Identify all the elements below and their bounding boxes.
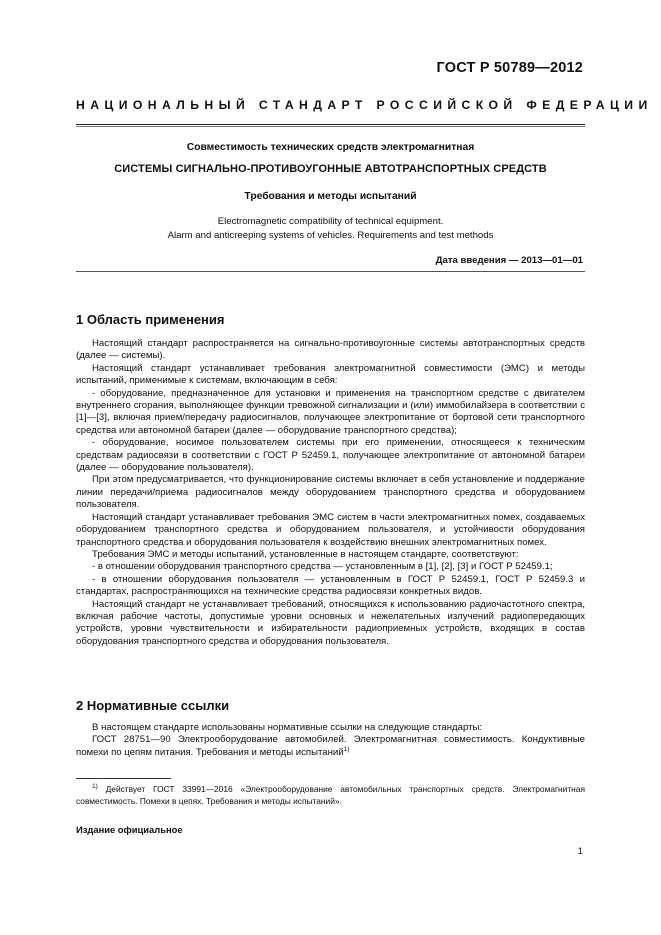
footnote (76, 784, 585, 807)
main-title: СИСТЕМЫ СИГНАЛЬНО-ПРОТИВОУГОННЫЕ АВТОТРАНСПОРТНЫХ СРЕДСТВ (114, 163, 547, 175)
paragraph: В настоящем стандарте использованы нормативные ссылки на следующие стандарты: (92, 722, 483, 733)
sub-title: Требования и методы испытаний (244, 191, 417, 202)
paragraph: - в отношении оборудования транспортного средства — установленным в [1], [2], [3] и ГОСТ Р 52459.1; (92, 561, 553, 573)
english-title-line-1: Electromagnetic compatibility of technical equipment. (217, 216, 444, 227)
national-standard-heading: НАЦИОНАЛЬНЫЙ СТАНДАРТ РОССИЙСКОЙ ФЕДЕРАЦИИ (76, 98, 653, 112)
section-1-heading: 1 Область применения (76, 312, 225, 327)
header-rule (76, 124, 585, 125)
footnote-mark: 1) (92, 783, 98, 791)
paragraph: Настоящий стандарт не устанавливает требований, относящихся к использованию радиочастотного спектра, включая рабочие частоты, допустимые уровни основных и нежелательных излучений радиопередающих устройств, уровни чувствительности и избирательности радиоприемных устройств, входящих в состав оборудования транспортного средства и оборудования пользователя. (76, 598, 585, 647)
english-title-line-2: Alarm and anticreeping systems of vehicles. Requirements and test methods (167, 229, 494, 241)
paragraph: - оборудование, носимое пользователем системы при его применении, относящееся к техническим средствам радиосвязи в соответствии с ГОСТ Р 52459.1, получающее электропитание от автономной батареи (далее — оборудование пользователя). (76, 437, 585, 474)
paragraph: Настоящий стандарт устанавливает требования электромагнитной совместимости (ЭМС) и методы испытаний, применимые к системам, включающим в себя: (76, 362, 585, 387)
gost-code: ГОСТ Р 50789—2012 (436, 60, 583, 76)
section-1-body (76, 338, 585, 648)
paragraph: Требования ЭМС и методы испытаний, установленные в настоящем стандарте, соответствуют: (92, 548, 519, 560)
english-title (76, 215, 585, 242)
section-2-heading: 2 Нормативные ссылки (76, 698, 230, 713)
paragraph: При этом предусматривается, что функционирование системы включает в себя установление и поддержание линии передачи/приема радиосигналов между оборудованием транспортного средства и оборудованием пользователя. (76, 474, 585, 511)
footnote-reference[interactable]: 1) (343, 745, 350, 753)
footnote-rule (76, 778, 171, 779)
official-edition-label: Издание официальное (76, 824, 183, 835)
paragraph: - в отношении оборудования пользователя — установленным в ГОСТ Р 52459.1, ГОСТ Р 52459.3 и стандартах, распространяющихся на технические средства радиосвязи конкретных видов. (76, 573, 585, 598)
footnote-text: Действует ГОСТ 33991—2016 «Электрооборудование автомобильных транспортных средств. Электромагнитная совместимость. Помехи в цепях. Требования и методы испытаний». (76, 784, 585, 806)
compat-title: Совместимость технических средств электромагнитная (186, 142, 475, 153)
header-rule-secondary (76, 126, 585, 127)
paragraph: Настоящий стандарт устанавливает требования ЭМС систем в части электромагнитных помех, создаваемых оборудованием транспортного средства и оборудованием пользователя, и устойчивости оборудования транспортного средства и оборудования пользователя к воздействию внешних электромагнитных помех. (76, 511, 585, 548)
reference-text: ГОСТ 28751—90 Электрооборудование автомобилей. Электромагнитная совместимость. Кондуктивные помехи по цепям питания. Требования и методы испытаний (76, 734, 585, 758)
paragraph: - оборудование, предназначенное для установки и применения на транспортном средстве с двигателем внутреннего сгорания, выполняющее функции тревожной сигнализации и (или) иммобилайзера в соответствии с [1]—[3], включая прием/передачу радиосигналов, получающее электропитание от бортовой сети транспортного средства или автономной батареи (далее — оборудование транспортного средства); (76, 387, 585, 436)
page-number: 1 (577, 846, 583, 857)
date-rule (76, 271, 585, 272)
paragraph: Настоящий стандарт распространяется на сигнально-противоугонные системы автотранспортных средств (далее — системы). (76, 338, 585, 362)
introduction-date: Дата введения — 2013—01—01 (435, 255, 583, 266)
section-2-body (76, 722, 585, 759)
paragraph-with-footnote (76, 734, 585, 759)
